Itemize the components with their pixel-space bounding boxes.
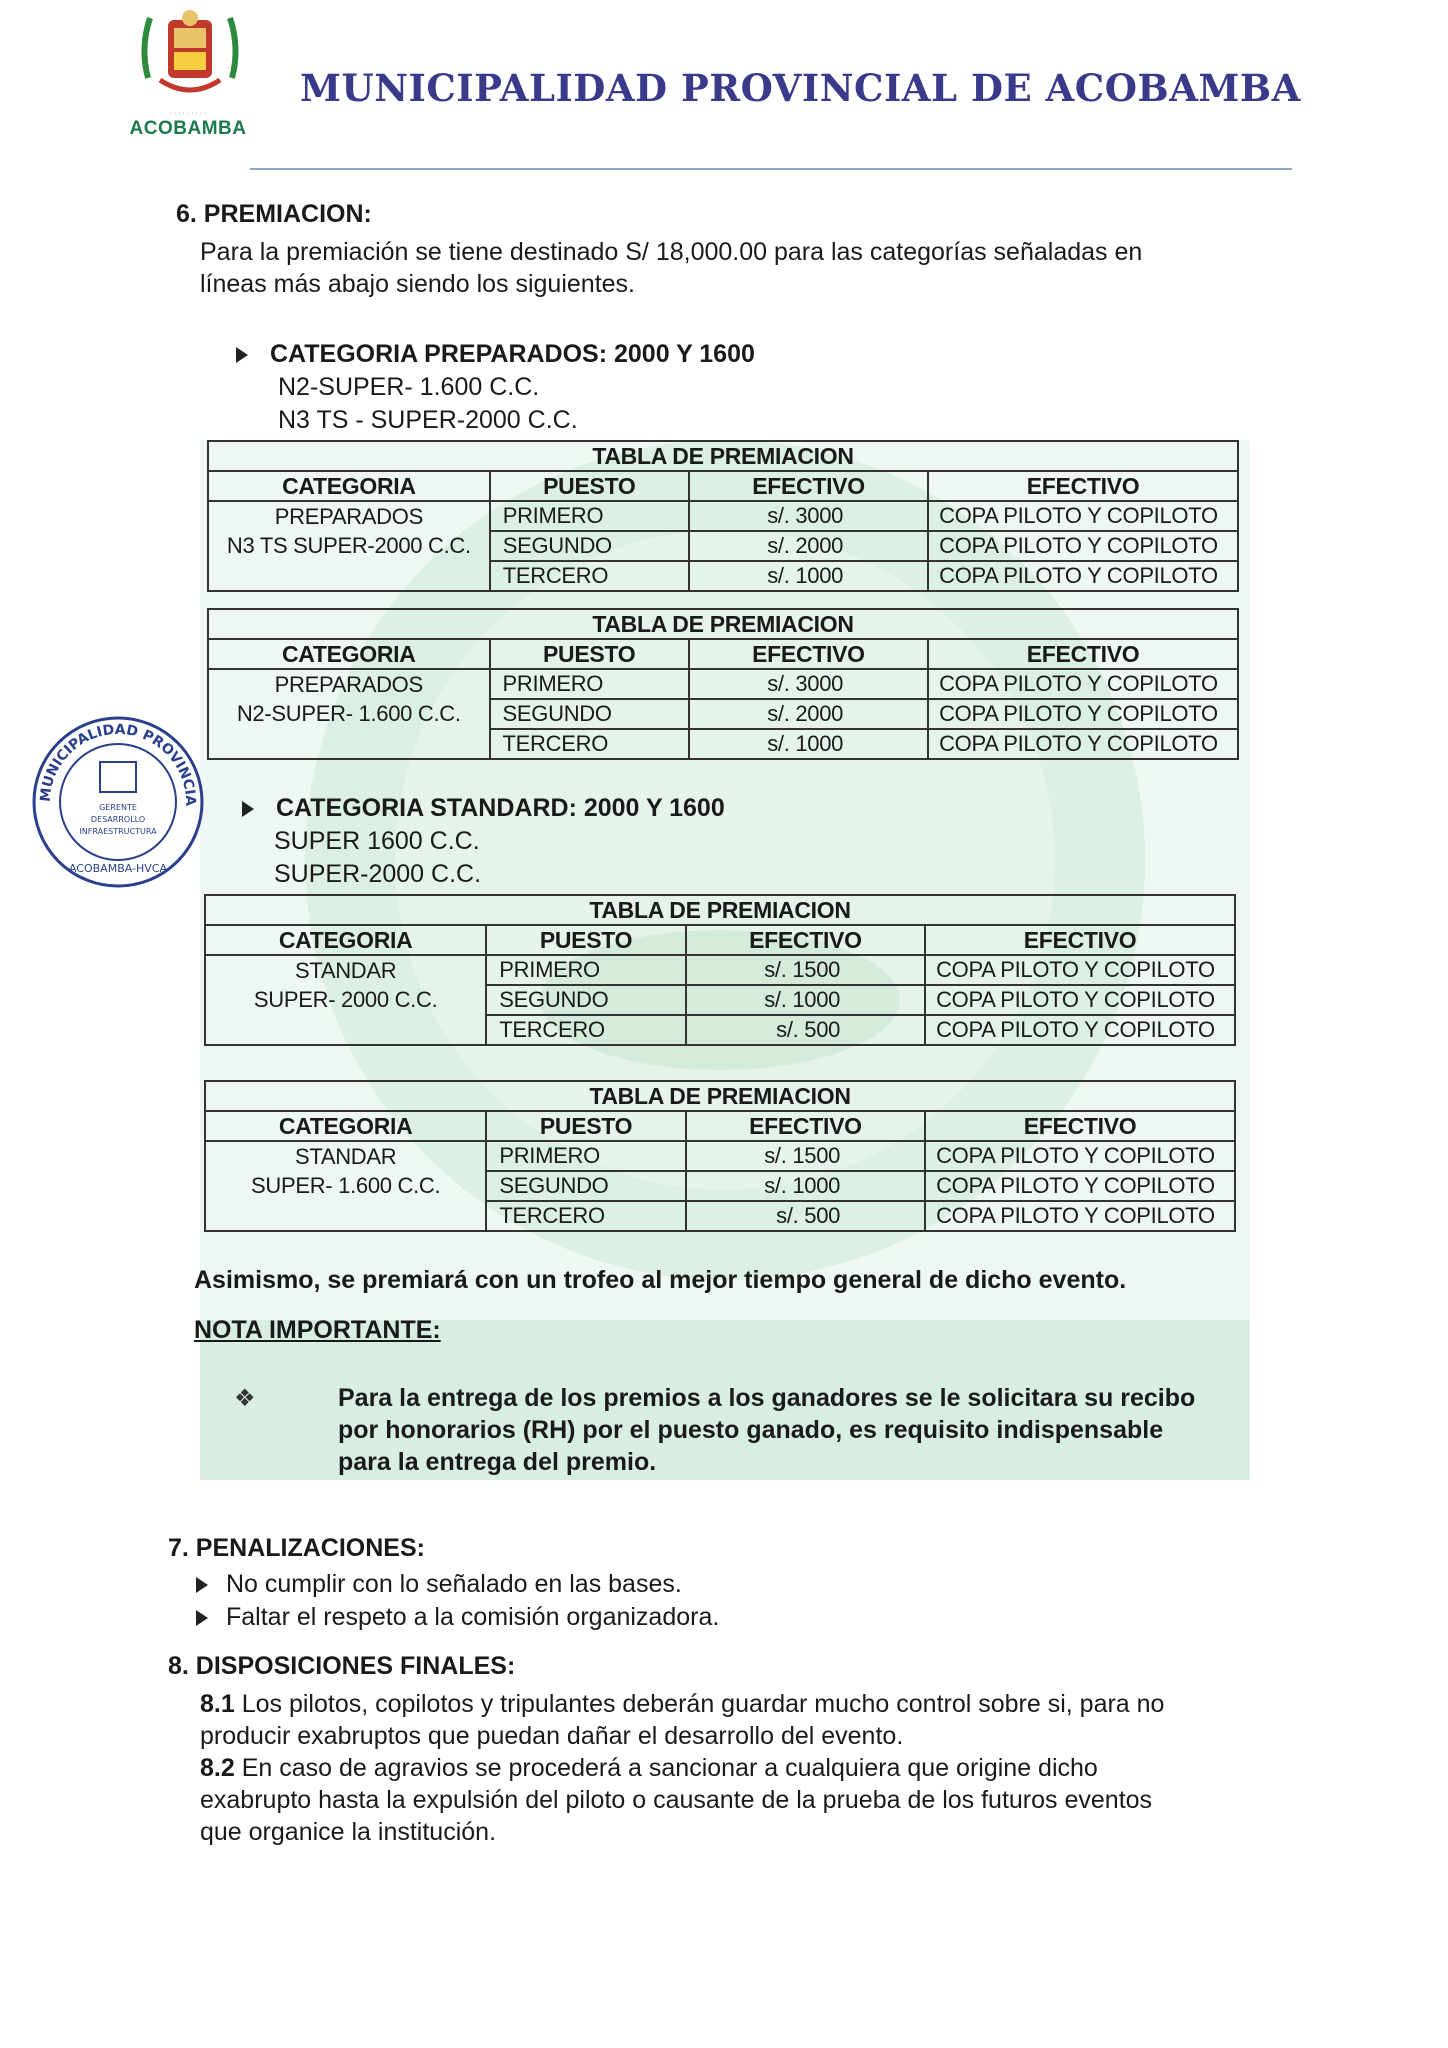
column-header: EFECTIVO <box>928 471 1238 501</box>
paragraph-line: exabrupto hasta la expulsión del piloto o causante de la prueba de los futuros eventos <box>200 1786 1153 1814</box>
table-cell: COPA PILOTO Y COPILOTO <box>928 669 1238 699</box>
table-cell: COPA PILOTO Y COPILOTO <box>925 955 1235 985</box>
logo-text: ACOBAMBA <box>129 118 247 139</box>
penalties-list <box>196 1570 719 1632</box>
standard-block <box>242 794 725 889</box>
table-cell: PRIMERO <box>490 501 689 531</box>
column-header: PUESTO <box>486 1111 685 1141</box>
table-cell: s/. 1500 <box>686 1141 925 1171</box>
standard-heading: CATEGORIA STANDARD: 2000 Y 1600 <box>242 794 725 823</box>
table-cell: COPA PILOTO Y COPILOTO <box>925 1141 1235 1171</box>
column-header: PUESTO <box>486 925 685 955</box>
paragraph-line: 8.2 En caso de agravios se procederá a sancionar a cualquiera que origine dicho <box>200 1754 1098 1782</box>
category-cell: STANDAR SUPER- 1.600 C.C. <box>205 1141 486 1231</box>
preparados-line: N2-SUPER- 1.600 C.C. <box>278 373 540 401</box>
category-cell: PREPARADOS N2-SUPER- 1.600 C.C. <box>208 669 490 759</box>
table-cell: SEGUNDO <box>486 985 685 1015</box>
table-title: TABLA DE PREMIACION <box>205 895 1235 925</box>
table-cell: PRIMERO <box>486 1141 685 1171</box>
standard-line: SUPER 1600 C.C. <box>274 827 480 855</box>
section-8-heading: 8. DISPOSICIONES FINALES: <box>168 1652 516 1680</box>
arrow-bullet-icon <box>196 1577 208 1593</box>
table-title: TABLA DE PREMIACION <box>205 1081 1235 1111</box>
table-title: TABLA DE PREMIACION <box>208 441 1238 471</box>
table-cell: s/. 3000 <box>689 501 928 531</box>
nota-importante-heading: NOTA IMPORTANTE: <box>194 1316 441 1344</box>
table-cell: COPA PILOTO Y COPILOTO <box>928 699 1238 729</box>
preparados-heading: CATEGORIA PREPARADOS: 2000 Y 1600 <box>236 340 755 369</box>
paragraph-line: 8.1 Los pilotos, copilotos y tripulantes deberán guardar mucho control sobre si, para no <box>200 1690 1165 1718</box>
paragraph-line: Para la premiación se tiene destinado S/ 18,000.00 para las categorías señaladas en <box>200 238 1143 266</box>
table-cell: TERCERO <box>490 729 689 759</box>
preparados-line: N3 TS - SUPER-2000 C.C. <box>278 406 578 434</box>
svg-text:MUNICIPALIDAD PROVINCIAL: MUNICIPALIDAD PROVINCIA <box>37 721 199 807</box>
section-7-heading: 7. PENALIZACIONES: <box>168 1534 425 1562</box>
section-6-paragraph <box>200 236 1280 300</box>
nota-line: por honorarios (RH) por el puesto ganado, es requisito indispensable <box>338 1416 1164 1444</box>
column-header: EFECTIVO <box>686 925 925 955</box>
table-cell: SEGUNDO <box>490 531 689 561</box>
list-item: Faltar el respeto a la comisión organizadora. <box>196 1603 719 1632</box>
table-title: TABLA DE PREMIACION <box>208 609 1238 639</box>
arrow-bullet-icon <box>242 801 254 817</box>
municipality-logo <box>130 8 250 108</box>
table-cell: s/. 2000 <box>689 531 928 561</box>
nota-line: para la entrega del premio. <box>338 1448 657 1476</box>
prize-table-4 <box>204 1080 1236 1232</box>
prize-table-2 <box>207 608 1239 760</box>
column-header: EFECTIVO <box>925 925 1235 955</box>
table-cell: s/. 1500 <box>686 955 925 985</box>
header-divider <box>250 168 1292 170</box>
column-header: EFECTIVO <box>925 1111 1235 1141</box>
column-header: EFECTIVO <box>928 639 1238 669</box>
category-cell: STANDAR SUPER- 2000 C.C. <box>205 955 486 1045</box>
table-cell: COPA PILOTO Y COPILOTO <box>925 1201 1235 1231</box>
table-cell: TERCERO <box>490 561 689 591</box>
header-title: MUNICIPALIDAD PROVINCIAL DE ACOBAMBA <box>300 66 1301 110</box>
table-cell: SEGUNDO <box>486 1171 685 1201</box>
arrow-bullet-icon <box>236 347 248 363</box>
table-cell: COPA PILOTO Y COPILOTO <box>925 1015 1235 1045</box>
table-cell: COPA PILOTO Y COPILOTO <box>925 985 1235 1015</box>
trophy-note: Asimismo, se premiará con un trofeo al mejor tiempo general de dicho evento. <box>194 1266 1127 1294</box>
prize-table-1 <box>207 440 1239 592</box>
column-header: CATEGORIA <box>205 925 486 955</box>
section-6-heading: 6. PREMIACION: <box>176 200 372 228</box>
paragraph-line: líneas más abajo siendo los siguientes. <box>200 270 635 298</box>
column-header: EFECTIVO <box>686 1111 925 1141</box>
table-cell: TERCERO <box>486 1015 685 1045</box>
table-cell: COPA PILOTO Y COPILOTO <box>928 531 1238 561</box>
svg-text:ACOBAMBA-HVCA: ACOBAMBA-HVCA <box>68 862 168 875</box>
column-header: PUESTO <box>490 639 689 669</box>
table-cell: COPA PILOTO Y COPILOTO <box>925 1171 1235 1201</box>
section-8-body <box>200 1688 1240 1848</box>
table-cell: s/. 1000 <box>689 729 928 759</box>
paragraph-line: que organice la institución. <box>200 1818 497 1846</box>
column-header: CATEGORIA <box>208 471 490 501</box>
table-cell: s/. 1000 <box>686 985 925 1015</box>
nota-importante-text <box>338 1382 1248 1478</box>
diamond-bullet-icon: ❖ <box>234 1385 256 1412</box>
category-cell: PREPARADOS N3 TS SUPER-2000 C.C. <box>208 501 490 591</box>
table-cell: s/. 500 <box>686 1201 925 1231</box>
table-cell: s/. 1000 <box>686 1171 925 1201</box>
table-cell: PRIMERO <box>490 669 689 699</box>
logo-subtitle: · · · · · · · · · <box>169 110 207 117</box>
table-cell: SEGUNDO <box>490 699 689 729</box>
svg-text:GERENTE: GERENTE <box>99 803 137 812</box>
paragraph-line: producir exabruptos que puedan dañar el desarrollo del evento. <box>200 1722 904 1750</box>
municipal-stamp <box>28 712 208 892</box>
table-cell: COPA PILOTO Y COPILOTO <box>928 561 1238 591</box>
svg-text:DESARROLLO: DESARROLLO <box>90 815 146 824</box>
column-header: PUESTO <box>490 471 689 501</box>
table-cell: s/. 3000 <box>689 669 928 699</box>
column-header: CATEGORIA <box>205 1111 486 1141</box>
svg-text:INFRAESTRUCTURA: INFRAESTRUCTURA <box>79 827 157 836</box>
table-cell: COPA PILOTO Y COPILOTO <box>928 729 1238 759</box>
table-cell: s/. 500 <box>686 1015 925 1045</box>
table-cell: COPA PILOTO Y COPILOTO <box>928 501 1238 531</box>
column-header: CATEGORIA <box>208 639 490 669</box>
column-header: EFECTIVO <box>689 471 928 501</box>
preparados-block <box>236 340 755 435</box>
table-cell: TERCERO <box>486 1201 685 1231</box>
list-item: No cumplir con lo señalado en las bases. <box>196 1570 719 1599</box>
nota-line: Para la entrega de los premios a los ganadores se le solicitara su recibo <box>338 1384 1196 1412</box>
table-cell: s/. 1000 <box>689 561 928 591</box>
prize-table-3 <box>204 894 1236 1046</box>
column-header: EFECTIVO <box>689 639 928 669</box>
table-cell: s/. 2000 <box>689 699 928 729</box>
table-cell: PRIMERO <box>486 955 685 985</box>
standard-line: SUPER-2000 C.C. <box>274 860 482 888</box>
arrow-bullet-icon <box>196 1610 208 1626</box>
